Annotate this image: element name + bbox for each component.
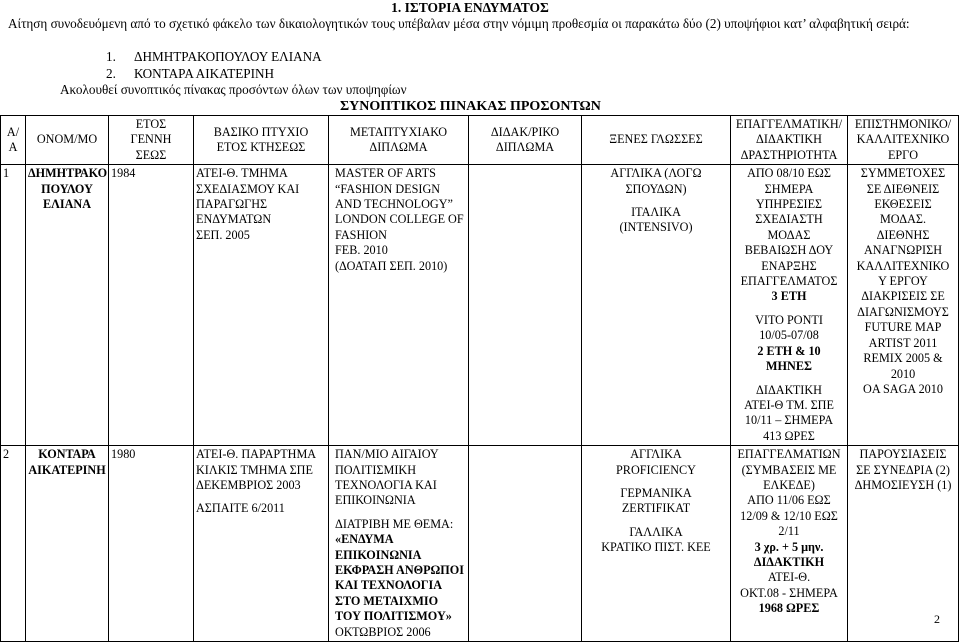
cell-aa: 1 (1, 165, 26, 446)
cell-birth-year: 1984 (109, 165, 194, 446)
header-line: ΕΡΓΟ (887, 147, 919, 162)
cell-line: 2/11 (778, 524, 800, 539)
cell-line: ΣΠΟΥΔΩΝ) (625, 181, 687, 196)
header-line: ΕΤΟΣ ΚΤΗΣΕΩΣ (216, 140, 306, 155)
cell-line (733, 375, 845, 383)
cell-line: ΑΤΕΙ-Θ. ΤΜΗΜΑ (196, 166, 288, 181)
cell-line: (ΔΟΑΤΑΠ ΣΕΠ. 2010) (335, 258, 448, 273)
cell-line: “FASHION DESIGN (335, 181, 441, 196)
cell-line: ΠΑΡΑΓΩΓΗΣ (196, 197, 268, 212)
cell-line: ΕΝΑΡΞΗΣ (761, 258, 817, 273)
header-line: ΔΙΔΑΚΤΙΚΗ (756, 132, 822, 147)
cell-line: LONDON COLLEGE OF (335, 212, 464, 227)
header-line: ΕΠΑΓΓΕΛΜΑΤΙΚΗ/ (735, 117, 843, 131)
cell-line: REMIX 2005 & (863, 351, 943, 366)
cell-line: 3 ΕΤΗ (771, 289, 807, 304)
candidate-number: 2. (106, 66, 116, 81)
table-row (1, 165, 959, 446)
header-languages (582, 116, 731, 165)
header-phd (469, 116, 582, 165)
cell-line: ΔΙΑΓΩΝΙΣΜΟΥΣ (857, 304, 949, 319)
cell-line: ΣΤΟ ΜΕΤΑΙΧΜΙΟ (335, 593, 439, 608)
cell-line: ΣΕ ΣΥΝΕΔΡΙΑ (2) (856, 462, 950, 477)
cell-line: ZERTIFIKAT (621, 501, 691, 516)
cell-line: ΑΓΓΛΙΚΑ (ΛΟΓΩ (610, 166, 702, 181)
cell-line: PROFICIENCY (616, 462, 696, 477)
cell-line: FEB. 2010 (335, 243, 388, 258)
cell-line: ΑΝΑΓΝΩΡΙΣΗ (863, 243, 943, 258)
cell-line: ΓΕΡΜΑΝΙΚΑ (620, 485, 692, 500)
header-master (329, 116, 469, 165)
cell-line: 10/05-07/08 (759, 328, 819, 343)
cell-line (584, 478, 728, 486)
cell-line: ΣΧΕΔΙΑΣΜΟΥ ΚΑΙ (196, 181, 300, 196)
qualifications-table (0, 115, 959, 642)
candidate-name: ΚΟΝΤΑΡΑ ΑΙΚΑΤΕΡΙΝΗ (134, 66, 275, 81)
cell-line (733, 305, 845, 313)
cell-work (848, 165, 959, 446)
cell-line: ΣΗΜΕΡΑ (764, 181, 814, 196)
cell-line: 3 χρ. + 5 μην. (754, 539, 824, 554)
section-title: 1. ΙΣΤΟΡΙΑ ΕΝΔΥΜΑΤΟΣ (391, 0, 549, 15)
header-line: ΣΕΩΣ (135, 147, 167, 162)
cell-line: ΕΠΙΚΟΙΝΩΝΙΑ (335, 493, 416, 508)
candidate-name: ΔΗΜΗΤΡΑΚΟΠΟΥΛΟΥ ΕΛΙΑΝΑ (134, 49, 322, 64)
cell-line: ΑΠΟ 11/06 ΕΩΣ (747, 493, 831, 508)
cell-line: VITO ΡΟΝΤΙ (755, 312, 823, 327)
cell-aa: 2 (1, 446, 26, 642)
cell-line: 1968 ΩΡΕΣ (758, 601, 820, 616)
intro-paragraph: Αίτηση συνοδευόμενη από το σχετικό φάκελο των δικαιολογητικών τους υπέβαλαν μέσα στην νόμιμη προθεσμία οι παρακάτω δύο (2) υποψήφιοι κατ’ αλφαβητική σειρά: (8, 16, 910, 31)
cell-line: ΑΤΕΙ-Θ. (767, 570, 811, 585)
cell-line: ΜΗΝΕΣ (766, 359, 812, 374)
cell-line: ΚΟΝΤΑΡΑ (38, 447, 96, 462)
page-number: 2 (934, 612, 940, 626)
cell-line: ΚΑΛΛΙΤΕΧΝΙΚΟ (856, 258, 950, 273)
header-line: ΟΝΟΜ/ΜΟ (36, 132, 98, 147)
cell-birth-year: 1980 (109, 446, 194, 642)
cell-line: ΑΤΕΙ-Θ. ΠΑΡΑΡΤΗΜΑ (196, 447, 317, 462)
header-activity (731, 116, 848, 165)
cell-name (26, 165, 109, 446)
table-title: ΣΥΝΟΠΤΙΚΟΣ ΠΙΝΑΚΑΣ ΠΡΟΣΟΝΤΩΝ (340, 99, 601, 114)
cell-line: Υ ΕΡΓΟΥ (878, 274, 928, 289)
cell-degree (194, 446, 329, 642)
cell-line: ΕΚΦΡΑΣΗ ΑΝΘΡΩΠΟΙ (335, 562, 465, 577)
cell-line: ΑΙΚΑΤΕΡΙΝΗ (28, 462, 106, 477)
cell-line: (INTENSIVO) (619, 220, 693, 235)
header-line: ΔΙΠΛΩΜΑ (369, 140, 428, 155)
cell-line: ΔΙΕΘΝΗΣ (876, 227, 930, 242)
cell-line: (ΣΥΜΒΑΣΕΙΣ ΜΕ (741, 462, 837, 477)
cell-line: OA SAGA 2010 (863, 381, 943, 396)
cell-line: ΔΙΔΑΚΤΙΚΗ (753, 554, 825, 569)
cell-line: ΚΙΛΚΙΣ ΤΜΗΜΑ ΣΠΕ (196, 462, 313, 477)
cell-line: ΔΗΜΟΣΙΕΥΣΗ (1) (854, 477, 952, 492)
cell-line: ΑΤΕΙ-Θ ΤΜ. ΣΠΕ (744, 397, 834, 412)
cell-line: ΔΙΑΤΡΙΒΗ ΜΕ ΘΕΜΑ: (335, 516, 454, 531)
cell-languages (582, 165, 731, 446)
header-line: ΜΕΤΑΠΤΥΧΙΑΚΟ (349, 124, 448, 139)
table-body (1, 165, 959, 642)
cell-degree (194, 165, 329, 446)
cell-line: ΕΠΑΓΓΕΛΜΑΤΙΩΝ (737, 447, 841, 462)
cell-line (335, 509, 466, 517)
cell-line: ΚΑΙ ΤΕΧΝΟΛΟΓΙΑ (335, 578, 443, 593)
candidate-number: 1. (106, 49, 116, 64)
header-name (26, 116, 109, 165)
header-line: ΔΙΠΛΩΜΑ (495, 140, 555, 155)
cell-line: 2 ΕΤΗ & 10 (757, 343, 821, 358)
cell-line: ΙΤΑΛΙΚΑ (631, 205, 681, 220)
candidate-list-item (106, 49, 322, 65)
cell-line: ΔΗΜΗΤΡΑΚΟ (28, 166, 108, 181)
cell-master (329, 165, 469, 446)
cell-activity (731, 446, 848, 642)
cell-activity (731, 165, 848, 446)
cell-line: ΔΙΔΑΚΤΙΚΗ (756, 382, 822, 397)
cell-line (584, 517, 728, 525)
cell-line: 10/11 – ΣΗΜΕΡΑ (744, 413, 834, 428)
header-line: Α/Α (6, 124, 20, 155)
cell-line: FASHION (335, 227, 387, 242)
table-row (1, 446, 959, 642)
cell-line: ΔΕΚΕΜΒΡΙΟΣ 2003 (196, 477, 301, 492)
cell-line: 413 ΩΡΕΣ (763, 428, 815, 443)
cell-line: ΚΡΑΤΙΚΟ ΠΙΣΤ. ΚΕΕ (601, 540, 711, 555)
cell-line: «ΕΝΔΥΜΑ (335, 532, 394, 547)
cell-work (848, 446, 959, 642)
cell-line: ΜΟΔΑΣ (767, 227, 811, 242)
header-line: ΒΑΣΙΚΟ ΠΤΥΧΙΟ (213, 124, 309, 139)
cell-line: ΠΑΡΟΥΣΙΑΣΕΙΣ (859, 447, 947, 462)
cell-master (329, 446, 469, 642)
table-header-row (1, 116, 959, 165)
cell-line: FUTURE MAP (864, 320, 942, 335)
header-birth-year (109, 116, 194, 165)
cell-phd (469, 446, 582, 642)
cell-line: ΟΚΤ.08 - ΣΗΜΕΡΑ (740, 585, 838, 600)
cell-line: ARTIST 2011 (868, 335, 938, 350)
cell-line: ΜΟΔΑΣ. (879, 212, 927, 227)
cell-line: ΠΟΛΙΤΙΣΜΙΚΗ (335, 462, 417, 477)
cell-line: ΕΠΙΚΟΙΝΩΝΙΑ (335, 547, 422, 562)
cell-line: ΤΕΧΝΟΛΟΓΙΑ ΚΑΙ (335, 477, 437, 492)
header-line: ΞΕΝΕΣ ΓΛΩΣΣΕΣ (609, 132, 703, 147)
cell-line: ΔΙΑΚΡΙΣΕΙΣ ΣΕ (861, 289, 945, 304)
cell-line: ΑΣΠΑΙΤΕ 6/2011 (196, 501, 285, 516)
header-line: ΕΠΙΣΤΗΜΟΝΙΚΟ/ (854, 117, 952, 131)
cell-line (196, 493, 326, 501)
header-degree (194, 116, 329, 165)
cell-languages (582, 446, 731, 642)
cell-line: AND TECHNOLOGY” (335, 197, 453, 212)
header-line: ΓΕΝΝΗ (130, 132, 172, 147)
cell-line: ΓΑΛΛΙΚΑ (629, 524, 683, 539)
cell-line: ΕΛΙΑΝΑ (42, 197, 91, 212)
header-line: ΕΤΟΣ (135, 117, 167, 131)
cell-line: ΕΝΔΥΜΑΤΩΝ (196, 212, 272, 227)
cell-line: ΠΑΝ/ΜΙΟ ΑΙΓΑΙΟΥ (335, 447, 439, 462)
cell-line: ΑΓΓΛΙΚΑ (630, 447, 682, 462)
header-line: ΔΡΑΣΤΗΡΙΟΤΗΤΑ (740, 147, 838, 162)
header-line: ΚΑΛΛΙΤΕΧΝΙΚΟ (856, 132, 950, 147)
cell-line: ΕΛΚΕΔΕ) (763, 477, 815, 492)
cell-line: ΕΠΑΓΓΕΛΜΑΤΟΣ (740, 274, 838, 289)
header-work (848, 116, 959, 165)
cell-line: ΥΠΗΡΕΣΙΕΣ (755, 197, 823, 212)
cell-line: MASTER OF ARTS (335, 166, 436, 181)
cell-line: 2010 (890, 366, 916, 381)
candidate-list-item (106, 66, 274, 82)
cell-line: 12/09 & 12/10 ΕΩΣ (740, 508, 838, 523)
header-aa (1, 116, 26, 165)
cell-line: ΤΟΥ ΠΟΛΙΤΙΣΜΟΥ» (335, 609, 452, 624)
cell-line: ΒΕΒΑΙΩΣΗ ΔΟΥ (744, 243, 834, 258)
cell-phd (469, 165, 582, 446)
header-line: ΔΙΔΑΚ/ΡΙΚΟ (490, 124, 560, 139)
follow-text: Ακολουθεί συνοπτικός πίνακας προσόντων όλων των υποψηφίων (60, 82, 407, 97)
cell-line: ΕΚΘΕΣΕΙΣ (874, 197, 932, 212)
cell-line: ΟΚΤΩΒΡΙΟΣ 2006 (335, 624, 431, 639)
cell-name (26, 446, 109, 642)
cell-line: ΠΟΥΛΟΥ (41, 181, 93, 196)
cell-line (584, 197, 728, 205)
cell-line: ΑΠΟ 08/10 ΕΩΣ (747, 166, 831, 181)
cell-line: ΣΕ ΔΙΕΘΝΕΙΣ (866, 181, 940, 196)
cell-line: ΣΥΜΜΕΤΟΧΕΣ (860, 166, 946, 181)
cell-line: ΣΕΠ. 2005 (196, 227, 250, 242)
cell-line: ΣΧΕΔΙΑΣΤΗ (755, 212, 823, 227)
